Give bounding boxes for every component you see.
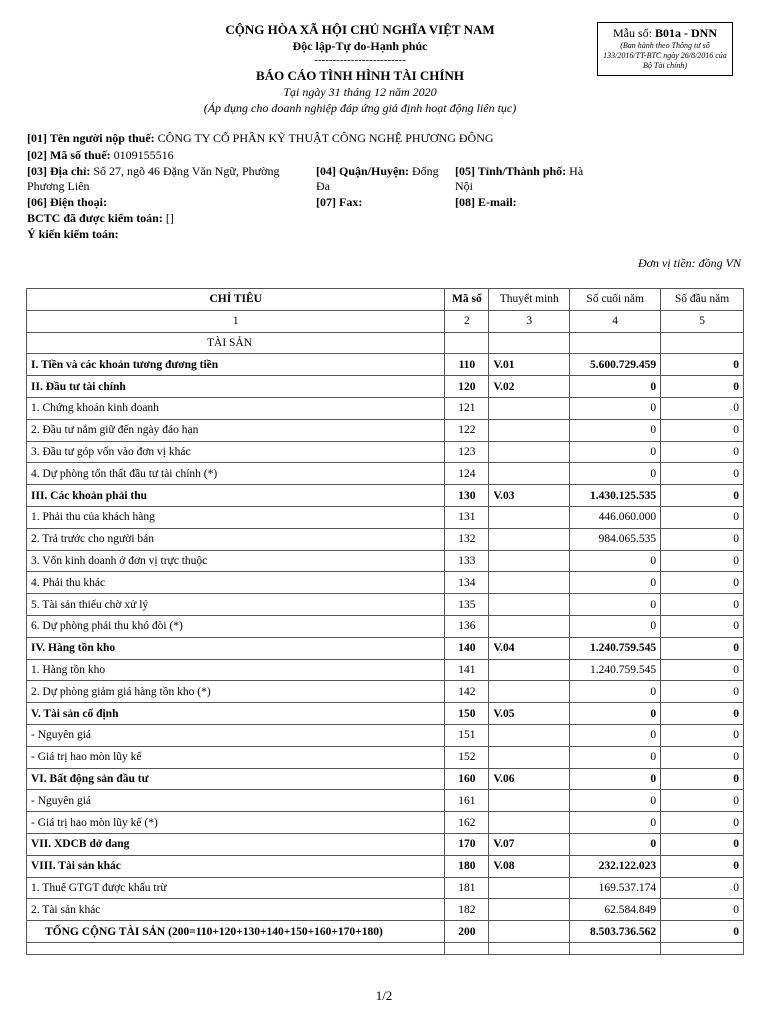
row-code: 133: [445, 550, 489, 572]
table-row: [27, 724, 744, 746]
row-indicator: 1. Hàng tồn kho: [27, 659, 445, 681]
row-code: 180: [445, 855, 489, 877]
row-begin-year-value: 0: [661, 833, 744, 855]
row-indicator: 2. Đầu tư nắm giữ đến ngày đáo hạn: [27, 419, 445, 441]
row-code: 170: [445, 833, 489, 855]
row-begin-year-value: 0: [661, 354, 744, 376]
address-line-1: Số 27, ngõ 46 Đặng Văn Ngữ, Phường: [93, 164, 280, 178]
row-end-year-value: 446.060.000: [570, 506, 661, 528]
row-begin-year-value: 0: [661, 746, 744, 768]
row-begin-year-value: 0: [661, 724, 744, 746]
row-code: 132: [445, 528, 489, 550]
row-code: 130: [445, 485, 489, 507]
row-code: 124: [445, 463, 489, 485]
row-code: 181: [445, 877, 489, 899]
header-separator: -------------------------: [314, 54, 406, 66]
row-begin-year-value: 0: [661, 899, 744, 921]
row-begin-year-value: 0: [661, 528, 744, 550]
row-note: [489, 899, 570, 921]
row-indicator: I. Tiền và các khoản tương đương tiền: [27, 354, 445, 376]
row-code: 140: [445, 637, 489, 659]
row-begin-year-value: 0: [661, 550, 744, 572]
row-code: 152: [445, 746, 489, 768]
table-row: [27, 485, 744, 507]
row-note: [489, 724, 570, 746]
col-number: 5: [661, 310, 744, 332]
col-number: 1: [27, 310, 445, 332]
table-row: [27, 376, 744, 398]
row-note: V.05: [489, 703, 570, 725]
col-number: 3: [489, 310, 570, 332]
row-code: 160: [445, 768, 489, 790]
continuation-row: [27, 942, 744, 954]
row-begin-year-value: 0: [661, 877, 744, 899]
row-code: 142: [445, 681, 489, 703]
fax-line: [316, 195, 362, 210]
row-end-year-value: 0: [570, 572, 661, 594]
row-end-year-value: 0: [570, 833, 661, 855]
row-note: [489, 550, 570, 572]
row-end-year-value: 0: [570, 768, 661, 790]
total-row: [27, 921, 744, 943]
row-note: [489, 790, 570, 812]
row-end-year-value: 0: [570, 790, 661, 812]
row-begin-year-value: 0: [661, 681, 744, 703]
audit-opinion-line: [27, 227, 119, 242]
row-indicator: - Giá trị hao mòn lũy kế: [27, 746, 445, 768]
district-label: [04] Quận/Huyện:: [316, 164, 410, 178]
table-row: [27, 397, 744, 419]
row-code: 110: [445, 354, 489, 376]
row-note: [489, 615, 570, 637]
row-indicator: 6. Dự phòng phải thu khó đòi (*): [27, 615, 445, 637]
col-number: 2: [445, 310, 489, 332]
row-end-year-value: 232.122.023: [570, 855, 661, 877]
row-code: 151: [445, 724, 489, 746]
row-indicator: 4. Dự phòng tổn thất đầu tư tài chính (*): [27, 463, 445, 485]
table-row: [27, 528, 744, 550]
header-indicator: CHỈ TIÊU: [27, 289, 445, 311]
row-indicator: 1. Phải thu của khách hàng: [27, 506, 445, 528]
address-label: [03] Địa chỉ:: [27, 164, 91, 178]
row-end-year-value: 0: [570, 703, 661, 725]
row-end-year-value: 1.430.125.535: [570, 485, 661, 507]
fax-label: [07] Fax:: [316, 195, 363, 209]
city-label: [05] Tỉnh/Thành phố:: [455, 164, 567, 178]
table-row: [27, 877, 744, 899]
row-begin-year-value: 0: [661, 659, 744, 681]
row-begin-year-value: 0: [661, 921, 744, 943]
row-code: 120: [445, 376, 489, 398]
table-row: [27, 855, 744, 877]
table-row: [27, 463, 744, 485]
district-value-2: Đa: [316, 179, 330, 193]
row-begin-year-value: 0: [661, 572, 744, 594]
table-row: [27, 441, 744, 463]
form-legal-note: (Ban hành theo Thông tư số 133/2016/TT-BTC ngày 26/8/2016 của Bộ Tài chính): [603, 41, 727, 70]
row-indicator: VII. XDCB dở dang: [27, 833, 445, 855]
row-end-year-value: 169.537.174: [570, 877, 661, 899]
district-value-1: Đống: [412, 164, 439, 178]
row-note: [489, 921, 570, 943]
balance-sheet-table: [26, 288, 744, 955]
row-begin-year-value: 0: [661, 463, 744, 485]
header-code: Mã số: [445, 289, 489, 311]
row-indicator: - Giá trị hao mòn lũy kế (*): [27, 812, 445, 834]
table-row: [27, 812, 744, 834]
row-end-year-value: 0: [570, 812, 661, 834]
currency-unit: Đơn vị tiền: đồng VN: [637, 256, 741, 270]
col-number: 4: [570, 310, 661, 332]
company-name-label: [01] Tên người nộp thuế:: [27, 131, 155, 145]
row-end-year-value: 0: [570, 724, 661, 746]
row-end-year-value: 62.584.849: [570, 899, 661, 921]
row-note: V.08: [489, 855, 570, 877]
district-block: [316, 164, 456, 194]
row-code: 122: [445, 419, 489, 441]
row-indicator: VI. Bất động sản đầu tư: [27, 768, 445, 790]
row-indicator: - Nguyên giá: [27, 790, 445, 812]
city-value-2: Nội: [455, 179, 473, 193]
table-row: [27, 659, 744, 681]
row-end-year-value: 0: [570, 681, 661, 703]
row-code: 200: [445, 921, 489, 943]
row-begin-year-value: 0: [661, 506, 744, 528]
row-indicator: 4. Phải thu khác: [27, 572, 445, 594]
row-indicator: III. Các khoản phải thu: [27, 485, 445, 507]
row-end-year-value: 8.503.736.562: [570, 921, 661, 943]
row-indicator: II. Đầu tư tài chính: [27, 376, 445, 398]
row-note: [489, 572, 570, 594]
phone-label: [06] Điện thoại:: [27, 195, 107, 209]
row-indicator: 2. Trả trước cho người bán: [27, 528, 445, 550]
report-date: Tại ngày 31 tháng 12 năm 2020: [283, 85, 437, 99]
row-note: [489, 397, 570, 419]
row-indicator: 1. Chứng khoán kinh doanh: [27, 397, 445, 419]
row-note: V.06: [489, 768, 570, 790]
row-code: 135: [445, 594, 489, 616]
table-row: [27, 506, 744, 528]
header-end-year: Số cuối năm: [570, 289, 661, 311]
audited-label: BCTC đã được kiểm toán:: [27, 211, 163, 225]
audit-opinion-label: Ý kiến kiểm toán:: [27, 227, 119, 241]
table-row: [27, 419, 744, 441]
form-code-value: B01a - DNN: [655, 26, 717, 40]
row-note: V.01: [489, 354, 570, 376]
row-begin-year-value: 0: [661, 485, 744, 507]
table-row: [27, 354, 744, 376]
row-begin-year-value: 0: [661, 855, 744, 877]
row-note: [489, 506, 570, 528]
row-begin-year-value: 0: [661, 376, 744, 398]
row-note: V.02: [489, 376, 570, 398]
tax-code: 0109155516: [113, 148, 174, 162]
row-begin-year-value: 0: [661, 397, 744, 419]
audited-value: []: [165, 211, 174, 225]
row-note: V.04: [489, 637, 570, 659]
email-label: [08] E-mail:: [455, 195, 517, 209]
table-row: [27, 703, 744, 725]
row-code: 136: [445, 615, 489, 637]
row-begin-year-value: 0: [661, 768, 744, 790]
table-row: [27, 615, 744, 637]
row-code: 161: [445, 790, 489, 812]
row-note: [489, 812, 570, 834]
audited-line: [27, 211, 174, 226]
table-row: [27, 637, 744, 659]
form-code-label: Mẫu số:: [613, 26, 652, 40]
table-row: [27, 790, 744, 812]
table-row: [27, 681, 744, 703]
row-begin-year-value: 0: [661, 637, 744, 659]
row-code: 150: [445, 703, 489, 725]
report-title: BÁO CÁO TÌNH HÌNH TÀI CHÍNH: [256, 68, 464, 83]
row-note: [489, 594, 570, 616]
table-row: [27, 833, 744, 855]
phone-line: [27, 195, 107, 210]
row-end-year-value: 0: [570, 419, 661, 441]
table-row: [27, 594, 744, 616]
row-code: 134: [445, 572, 489, 594]
tax-code-line: [27, 148, 174, 163]
row-note: V.07: [489, 833, 570, 855]
row-note: [489, 659, 570, 681]
row-end-year-value: 5.600.729.459: [570, 354, 661, 376]
row-end-year-value: 0: [570, 463, 661, 485]
row-note: [489, 877, 570, 899]
row-indicator: TỔNG CỘNG TÀI SẢN (200=110+120+130+140+150+160+170+180): [27, 921, 445, 943]
header-note: Thuyết minh: [489, 289, 570, 311]
page-number: 1/2: [375, 988, 393, 1003]
form-code-box: [597, 22, 733, 76]
row-code: 182: [445, 899, 489, 921]
row-indicator: 3. Vốn kinh doanh ở đơn vị trực thuộc: [27, 550, 445, 572]
row-indicator: 1. Thuế GTGT được khấu trừ: [27, 877, 445, 899]
row-begin-year-value: 0: [661, 419, 744, 441]
section-title: TÀI SẢN: [27, 332, 445, 354]
company-name: CÔNG TY CỔ PHẦN KỸ THUẬT CÔNG NGHỆ PHƯƠNG ĐÔNG: [157, 131, 494, 145]
row-indicator: 2. Tài sản khác: [27, 899, 445, 921]
section-row: [27, 332, 744, 354]
table-row: [27, 899, 744, 921]
country-name: CỘNG HÒA XÃ HỘI CHỦ NGHĨA VIỆT NAM: [225, 22, 495, 37]
form-code: [602, 26, 728, 41]
row-end-year-value: 0: [570, 746, 661, 768]
national-motto: Độc lập-Tự do-Hạnh phúc: [292, 39, 428, 53]
row-begin-year-value: 0: [661, 812, 744, 834]
row-end-year-value: 0: [570, 550, 661, 572]
row-end-year-value: 0: [570, 615, 661, 637]
table-row: [27, 572, 744, 594]
row-code: 131: [445, 506, 489, 528]
column-number-row: [27, 310, 744, 332]
city-block: [455, 164, 615, 194]
row-end-year-value: 0: [570, 376, 661, 398]
table-header-row: [27, 289, 744, 311]
row-end-year-value: 0: [570, 397, 661, 419]
email-line: [455, 195, 517, 210]
row-begin-year-value: 0: [661, 441, 744, 463]
city-value-1: Hà: [569, 164, 584, 178]
row-end-year-value: 1.240.759.545: [570, 659, 661, 681]
row-begin-year-value: 0: [661, 594, 744, 616]
report-header: [120, 22, 600, 116]
row-note: [489, 528, 570, 550]
row-note: [489, 746, 570, 768]
row-note: V.03: [489, 485, 570, 507]
row-begin-year-value: 0: [661, 615, 744, 637]
row-note: [489, 441, 570, 463]
tax-code-label: [02] Mã số thuế:: [27, 148, 111, 162]
address-block: [27, 164, 312, 194]
row-indicator: V. Tài sản cố định: [27, 703, 445, 725]
row-indicator: 3. Đầu tư góp vốn vào đơn vị khác: [27, 441, 445, 463]
row-note: [489, 419, 570, 441]
row-begin-year-value: 0: [661, 790, 744, 812]
row-code: 123: [445, 441, 489, 463]
row-indicator: - Nguyên giá: [27, 724, 445, 746]
address-line-2: Phương Liên: [27, 179, 90, 193]
row-end-year-value: 0: [570, 594, 661, 616]
table-row: [27, 550, 744, 572]
row-end-year-value: 0: [570, 441, 661, 463]
row-end-year-value: 984.065.535: [570, 528, 661, 550]
table-row: [27, 768, 744, 790]
row-end-year-value: 1.240.759.545: [570, 637, 661, 659]
row-indicator: IV. Hàng tồn kho: [27, 637, 445, 659]
company-name-line: [27, 131, 494, 146]
row-code: 121: [445, 397, 489, 419]
header-begin-year: Số đầu năm: [661, 289, 744, 311]
row-code: 141: [445, 659, 489, 681]
row-note: [489, 681, 570, 703]
row-note: [489, 463, 570, 485]
row-indicator: VIII. Tài sản khác: [27, 855, 445, 877]
table-row: [27, 746, 744, 768]
row-code: 162: [445, 812, 489, 834]
row-indicator: 2. Dự phòng giảm giá hàng tồn kho (*): [27, 681, 445, 703]
report-applicability: (Áp dụng cho doanh nghiệp đáp ứng giả định hoạt động liên tục): [203, 101, 517, 115]
row-begin-year-value: 0: [661, 703, 744, 725]
row-indicator: 5. Tài sản thiếu chờ xử lý: [27, 594, 445, 616]
